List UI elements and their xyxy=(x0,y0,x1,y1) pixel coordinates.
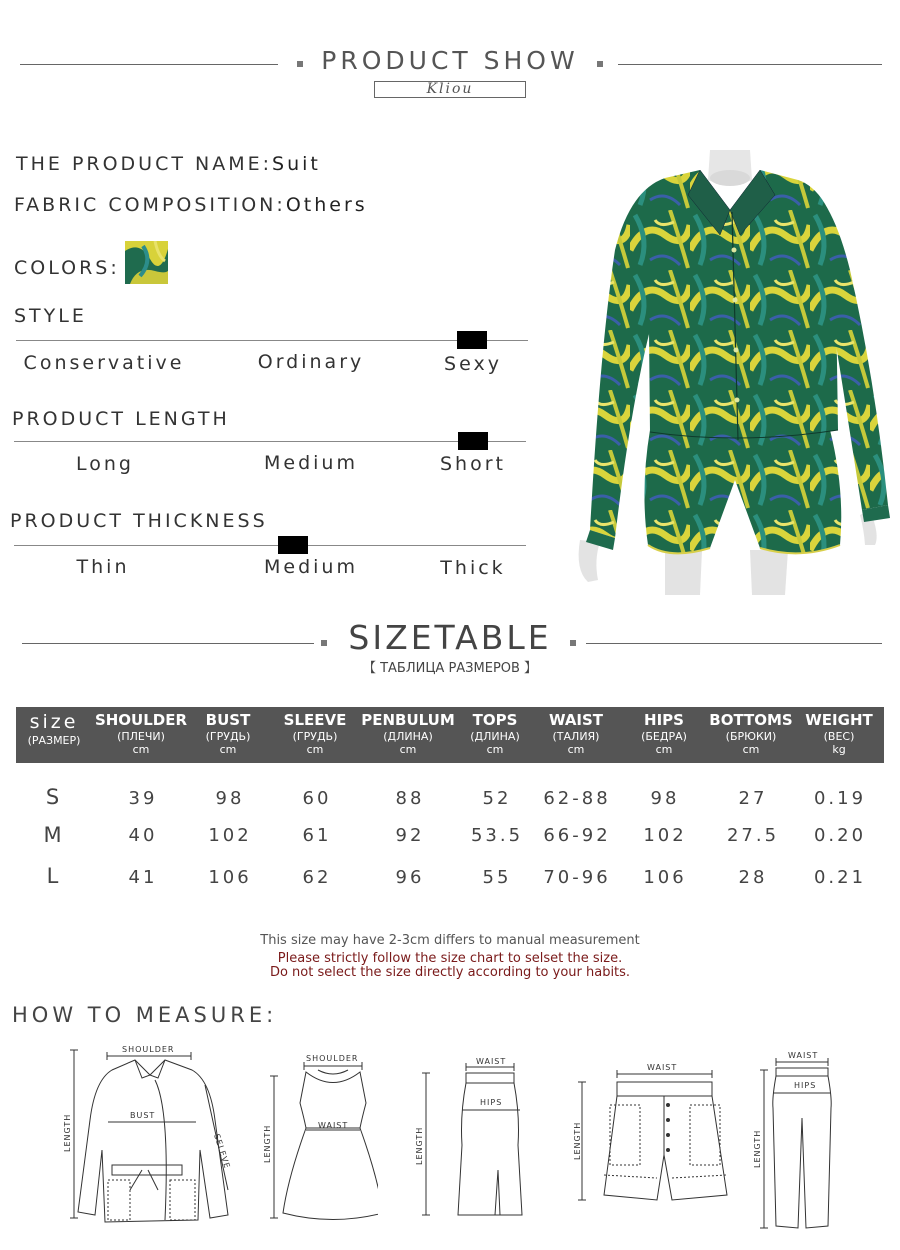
header-ru: (ВЕС) xyxy=(823,730,855,743)
fabric-row xyxy=(14,194,368,216)
table-cell: 0.19 xyxy=(813,788,867,809)
header-ru: (ДЛИНА) xyxy=(383,730,433,743)
style-scale-line xyxy=(16,340,528,341)
shirt-sleeve-label: SELEVE xyxy=(212,1132,232,1171)
fabric-value: Others xyxy=(285,194,368,216)
shirt-diagram xyxy=(60,1040,240,1240)
header-name: SLEEVE xyxy=(283,711,347,729)
note-warning-1: Please strictly follow the size chart to selset the size. xyxy=(277,951,623,966)
table-cell: 96 xyxy=(395,867,425,888)
table-cell: 61 xyxy=(302,825,332,846)
table-cell: 92 xyxy=(395,825,425,846)
header-name: WEIGHT xyxy=(805,711,873,729)
skirt-diagram xyxy=(410,1055,530,1225)
header-cell-sleeve xyxy=(284,707,347,756)
sizetable-rule-right xyxy=(586,643,882,644)
shorts-waist-label: WAIST xyxy=(647,1063,678,1072)
header-ru: (РАЗМЕР) xyxy=(27,734,81,747)
header-name: size xyxy=(29,711,79,733)
style-option-sexy: Sexy xyxy=(444,353,502,375)
product-name-row xyxy=(16,153,321,175)
table-cell: M xyxy=(43,823,65,847)
style-selected-marker xyxy=(457,331,487,349)
header-cell-shoulder xyxy=(95,707,187,756)
color-swatch[interactable] xyxy=(125,241,168,284)
header-ru: (ГРУДЬ) xyxy=(205,730,251,743)
pants-waist-label: WAIST xyxy=(788,1051,819,1060)
header-name: BOTTOMS xyxy=(709,711,793,729)
fabric-label: FABRIC COMPOSITION: xyxy=(14,194,286,216)
table-cell: 27.5 xyxy=(726,825,780,846)
header-unit: cm xyxy=(306,743,324,756)
header-unit: cm xyxy=(567,743,585,756)
product-name-label: THE PRODUCT NAME: xyxy=(16,153,273,175)
header-ru: (БРЮКИ) xyxy=(725,730,777,743)
pants-hips-label: HIPS xyxy=(794,1081,817,1090)
header-unit: cm xyxy=(399,743,417,756)
table-cell: 41 xyxy=(128,867,158,888)
table-cell: 55 xyxy=(482,867,512,888)
header-unit: cm xyxy=(742,743,760,756)
header-cell-hips xyxy=(641,707,687,756)
sizetable-subtitle: 【 ТАБЛИЦА РАЗМЕРОВ 】 xyxy=(362,661,538,676)
header-rule-right xyxy=(618,64,882,65)
table-cell: 102 xyxy=(208,825,252,846)
dress-waist-label: WAIST xyxy=(318,1121,349,1130)
table-cell: 98 xyxy=(215,788,245,809)
header-cell-bust xyxy=(206,707,251,756)
table-cell: 62-88 xyxy=(543,788,611,809)
note-measurement: This size may have 2-3cm differs to manual measurement xyxy=(260,933,640,948)
table-cell: 27 xyxy=(738,788,768,809)
header-cell-weight xyxy=(805,707,872,756)
table-cell: 0.20 xyxy=(813,825,867,846)
thickness-option-thick: Thick xyxy=(440,557,506,579)
header-unit: cm xyxy=(132,743,150,756)
skirt-length-label: LENGTH xyxy=(415,1126,424,1165)
length-selected-marker xyxy=(458,432,488,450)
product-name-value: Suit xyxy=(272,153,321,175)
header-name: TOPS xyxy=(472,711,518,729)
thickness-scale-line xyxy=(14,545,526,546)
header-name: BUST xyxy=(205,711,251,729)
shirt-length-label: LENGTH xyxy=(63,1113,72,1152)
sizetable-bullet-right xyxy=(570,640,576,646)
skirt-waist-label: WAIST xyxy=(476,1057,507,1066)
header-name: WAIST xyxy=(548,711,604,729)
header-ru: (ТАЛИЯ) xyxy=(552,730,600,743)
table-cell: 39 xyxy=(128,788,158,809)
header-cell-penbulum xyxy=(361,707,455,756)
header-ru: (БЕДРА) xyxy=(641,730,687,743)
header-ru: (ПЛЕЧИ) xyxy=(117,730,165,743)
table-cell: 28 xyxy=(738,867,768,888)
table-cell: 40 xyxy=(128,825,158,846)
thickness-selected-marker xyxy=(278,536,308,554)
thickness-option-medium: Medium xyxy=(264,556,358,578)
colors-label: COLORS: xyxy=(14,257,120,279)
page-title: PRODUCT SHOW xyxy=(321,46,579,75)
shirt-shoulder-label: SHOULDER xyxy=(122,1045,175,1054)
header-ru: (ГРУДЬ) xyxy=(292,730,338,743)
product-photo xyxy=(570,150,890,600)
how-to-measure-title: HOW TO MEASURE: xyxy=(12,1003,278,1027)
note-warning-2: Do not select the size directly according to your habits. xyxy=(269,965,631,980)
header-cell-tops xyxy=(470,707,519,756)
header-unit: cm xyxy=(486,743,504,756)
table-cell: 66-92 xyxy=(543,825,611,846)
thickness-option-thin: Thin xyxy=(76,556,130,578)
header-name: SHOULDER xyxy=(94,711,188,729)
dress-length-label: LENGTH xyxy=(263,1124,272,1163)
length-option-long: Long xyxy=(76,453,134,475)
header-unit: kg xyxy=(832,743,846,756)
header-cell-waist xyxy=(549,707,603,756)
header-cell-bottoms xyxy=(709,707,792,756)
style-option-ordinary: Ordinary xyxy=(257,351,365,373)
size-table-header xyxy=(16,707,884,763)
header-name: HIPS xyxy=(644,711,684,729)
table-cell: 52 xyxy=(482,788,512,809)
table-cell: 70-96 xyxy=(543,867,611,888)
table-cell: 102 xyxy=(643,825,687,846)
length-scale-line xyxy=(14,441,526,442)
dress-diagram xyxy=(258,1048,378,1228)
table-cell: 106 xyxy=(208,867,252,888)
table-cell: 88 xyxy=(395,788,425,809)
header-bullet-right xyxy=(597,61,603,67)
length-label: PRODUCT LENGTH xyxy=(12,408,230,430)
header-ru: (ДЛИНА) xyxy=(470,730,520,743)
header-cell-size xyxy=(28,707,81,747)
brand-label: Kliou xyxy=(374,81,526,98)
sizetable-title: SIZETABLE xyxy=(348,618,552,657)
table-cell: 60 xyxy=(302,788,332,809)
header-unit: cm xyxy=(655,743,673,756)
length-option-medium: Medium xyxy=(264,452,358,474)
header-unit: cm xyxy=(219,743,237,756)
skirt-hips-label: HIPS xyxy=(480,1098,503,1107)
table-cell: 98 xyxy=(650,788,680,809)
shorts-length-label: LENGTH xyxy=(573,1121,582,1160)
table-cell: S xyxy=(45,785,63,809)
table-cell: L xyxy=(46,864,62,888)
shirt-bust-label: BUST xyxy=(130,1111,156,1120)
pants-diagram xyxy=(748,1048,858,1233)
pants-length-label: LENGTH xyxy=(753,1129,762,1168)
thickness-label: PRODUCT THICKNESS xyxy=(10,510,268,532)
table-cell: 53.5 xyxy=(470,825,524,846)
style-label: STYLE xyxy=(14,305,87,327)
table-cell: 0.21 xyxy=(813,867,867,888)
dress-shoulder-label: SHOULDER xyxy=(306,1054,359,1063)
style-option-conservative: Conservative xyxy=(23,352,185,374)
length-option-short: Short xyxy=(440,453,506,475)
table-cell: 106 xyxy=(643,867,687,888)
header-name: PENBULUM xyxy=(361,711,455,729)
table-cell: 62 xyxy=(302,867,332,888)
shorts-diagram xyxy=(572,1060,742,1210)
